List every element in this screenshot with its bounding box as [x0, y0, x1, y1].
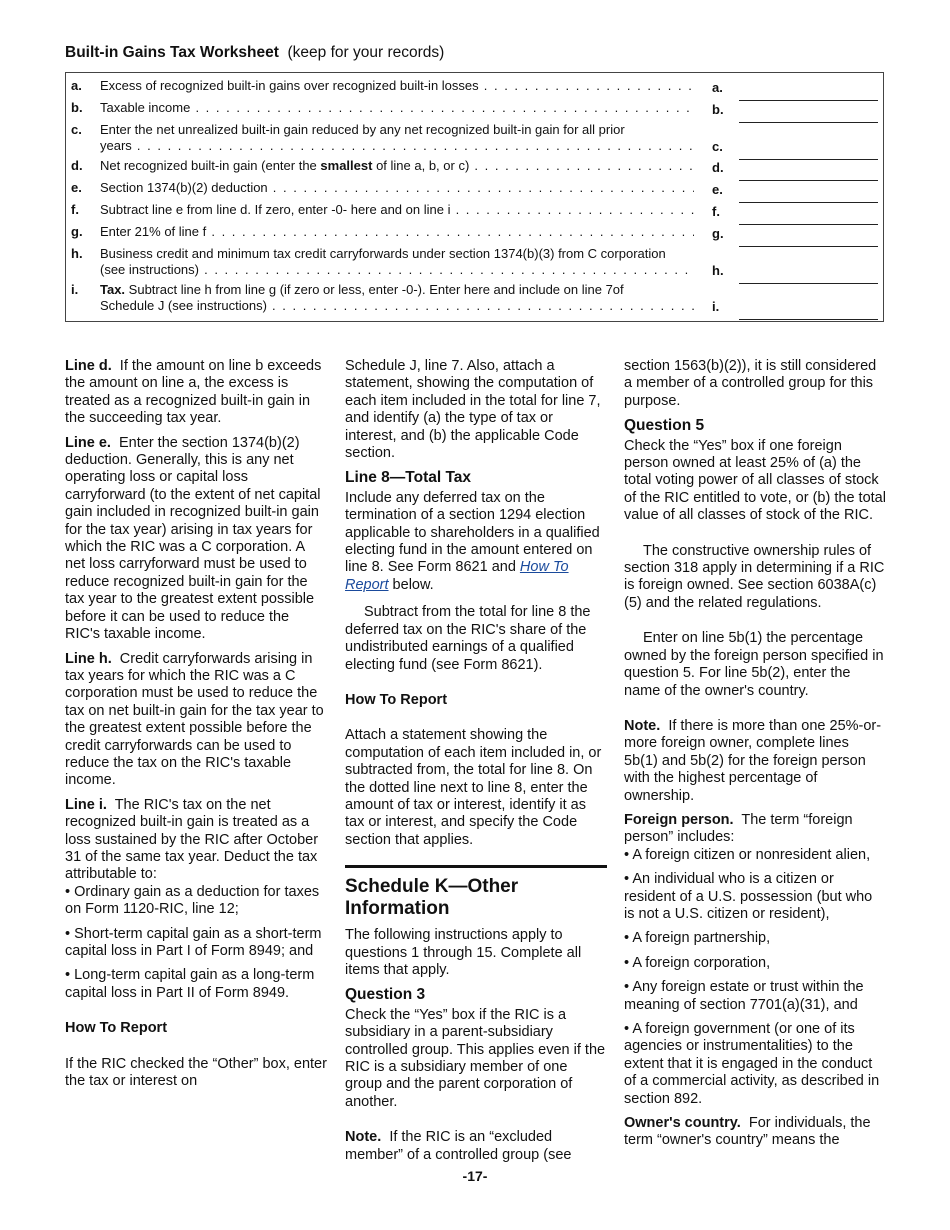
row-text: Taxable income	[100, 100, 191, 115]
row-letter: b.	[71, 100, 83, 115]
line-i-text: The RIC's tax on the net recognized built-in gain is treated as a loss sustained by the RIC after October 31 of the same tax year. Deduct the tax attributable to:	[65, 796, 319, 883]
row-text: Subtract line h from line g (if zero or less, enter -0-). Enter here and include on line 7of	[125, 282, 624, 297]
column-2	[345, 358, 607, 1171]
bullet-item: • A foreign citizen or nonresident alien,	[624, 847, 886, 864]
row-text: Enter 21% of line f	[100, 224, 207, 239]
note-heading-2: Note.	[624, 717, 661, 734]
note-paragraph	[345, 1129, 607, 1164]
line-h-text: Credit carryforwards arising in tax years for which the RIC was a C corporation must be used to reduce the tax on net built-in gain for the tax year to the greatest extent possible before the credit carryforwards can be used to reduce the tax on the RIC's taxable income.	[65, 650, 324, 789]
worksheet-title-note: (keep for your records)	[287, 44, 445, 61]
page-number: -17-	[462, 1168, 488, 1184]
schedule-k-title: Schedule K—Other Information	[345, 876, 519, 920]
owners-country-heading: Owner's country.	[624, 1115, 741, 1132]
worksheet-title-bold: Built-in Gains Tax Worksheet	[65, 44, 279, 61]
entry-line-b[interactable]	[739, 106, 878, 123]
line-d-paragraph	[65, 358, 327, 428]
bullet-item: • A foreign corporation,	[624, 955, 886, 972]
entry-line-f[interactable]	[739, 208, 878, 225]
line-8-text-post: below.	[388, 576, 434, 593]
question-3-text: Check the “Yes” box if the RIC is a subsidiary in a parent-subsidiary controlled group. This applies even if the RIC is a subsidiary member of one group and the parent corporation of another.	[345, 1006, 606, 1110]
entry-line-d[interactable]	[739, 164, 878, 181]
line-d-heading: Line d.	[65, 358, 112, 374]
bullet-item: • A foreign government (or one of its agencies or instrumentalities) to the extent that it is engaged in the conduct of a commercial activity, as described in section 892.	[624, 1021, 886, 1108]
row-ref: h.	[712, 263, 724, 278]
row-letter: h.	[71, 246, 83, 261]
row-ref: g.	[712, 226, 724, 241]
row-text: Net recognized built-in gain (enter the	[100, 158, 321, 173]
row-letter: e.	[71, 180, 82, 195]
question-5-heading: Question 5	[624, 417, 705, 435]
row-letter: c.	[71, 122, 82, 137]
bullet-item: • Long-term capital gain as a long-term capital loss in Part II of Form 8949.	[65, 967, 327, 1002]
owners-country-paragraph	[624, 1115, 886, 1150]
row-text-bold: Tax.	[100, 282, 126, 297]
worksheet-title	[65, 44, 444, 62]
bullet-item: • Ordinary gain as a deduction for taxes on Form 1120-RIC, line 12;	[65, 884, 327, 919]
subtract-text: Subtract from the total for line 8 the deferred tax on the RIC's share of the undistributed earnings of a qualified electing fund (see Form 8621).	[345, 604, 591, 673]
bullet-item: • An individual who is a citizen or resident of a U.S. possession (but who is not a U.S. citizen or resident),	[624, 871, 886, 923]
row-text: Subtract line e from line d. If zero, enter -0- here and on line i	[100, 202, 451, 217]
section-divider	[345, 865, 607, 868]
row-letter: i.	[71, 282, 79, 297]
controlled-group-continuation: section 1563(b)(2)), it is still considered a member of a controlled group for this purpose.	[624, 358, 877, 409]
entry-line-g[interactable]	[739, 230, 878, 247]
row-ref: f.	[712, 204, 720, 219]
how-to-report-link[interactable]: How To Report	[345, 559, 569, 593]
row-text: Business credit and minimum tax credit carryforwards under section 1374(b)(3) from C corporation	[100, 246, 666, 261]
bullet-item: • Short-term capital gain as a short-term capital loss in Part I of Form 8949; and	[65, 926, 327, 961]
entry-line-c[interactable]	[739, 143, 878, 160]
bullet-item: • Any foreign estate or trust within the meaning of section 7701(a)(31), and	[624, 979, 886, 1014]
row-text: Enter the net unrealized built-in gain reduced by any net recognized built-in gain for all prior	[100, 122, 625, 137]
schedule-k-text: The following instructions apply to questions 1 through 15. Complete all items that apply.	[345, 927, 582, 978]
row-letter: g.	[71, 224, 83, 239]
row-letter: f.	[71, 202, 79, 217]
row-text-cont: years	[100, 138, 132, 153]
line-8-text-pre: Include any deferred tax on the termination of a section 1294 election applicable to shareholders in a qualified electing fund in the amount entered on line 8. See Form 8621 and	[345, 489, 600, 576]
row-ref: c.	[712, 139, 723, 154]
row-ref: d.	[712, 160, 724, 175]
foreign-person-text: The term “foreign person” includes:	[624, 811, 853, 846]
row-ref: e.	[712, 182, 723, 197]
constructive-ownership-text: The constructive ownership rules of section 318 apply in determining if a RIC is foreign owned. See section 6038A(c)(5) and the related regulations.	[624, 542, 885, 611]
entry-line-e[interactable]	[739, 186, 878, 203]
row-text-cont: Schedule J (see instructions)	[100, 298, 267, 313]
row-text-bold: smallest	[320, 158, 373, 173]
owners-country-text: For individuals, the term “owner's country” means the	[624, 1115, 871, 1149]
question-3-heading: Question 3	[345, 986, 426, 1004]
how-to-report-text: If the RIC checked the “Other” box, enter the tax or interest on	[65, 1055, 327, 1090]
line7-continuation: Schedule J, line 7. Also, attach a statement, showing the computation of each item included in the total for line 7, and identify (a) the type of tax or interest, and (b) the applicable Code section.	[345, 358, 601, 462]
row-text-post: of line a, b, or c)	[372, 158, 470, 173]
note-text-2: If there is more than one 25%-or-more foreign owner, complete lines 5b(1) and 5b(2) for the foreign person with the highest percentage of ownership.	[624, 717, 882, 804]
how-to-report-text-2: Attach a statement showing the computation of each item included in, or subtracted from, the total for line 8. On the dotted line next to line 8, enter the amount of tax or interest, identify it as tax or interest, and specify the Code section that applies.	[345, 727, 602, 848]
line-h-paragraph	[65, 651, 327, 790]
line-8-heading: Line 8—Total Tax	[345, 469, 472, 487]
column-1	[65, 358, 327, 1097]
line-i-paragraph	[65, 797, 327, 884]
entry-line-h[interactable]	[739, 267, 878, 284]
row-letter: a.	[71, 78, 82, 93]
row-letter: d.	[71, 158, 83, 173]
line-h-heading: Line h.	[65, 650, 112, 667]
row-text: Excess of recognized built-in gains over recognized built-in losses	[100, 78, 479, 93]
question-5-text: Check the “Yes” box if one foreign person owned at least 25% of (a) the total voting power of all classes of stock of the RIC entitled to vote, or (b) the total value of all classes of stock of the RIC.	[624, 437, 886, 524]
note-heading: Note.	[345, 1129, 382, 1146]
foreign-person-paragraph	[624, 812, 886, 847]
how-to-report-heading: How To Report	[65, 1020, 168, 1037]
note-paragraph-2	[624, 718, 886, 805]
note-text: If the RIC is an “excluded member” of a controlled group (see	[345, 1129, 572, 1163]
line-d-text: If the amount on line b exceeds the amount on line a, the excess is treated as a recognized built-in gain in the succeeding tax year.	[65, 358, 322, 427]
entry-line-i[interactable]	[739, 303, 878, 320]
line-8-text	[345, 490, 607, 594]
row-ref: a.	[712, 80, 723, 95]
row-ref: b.	[712, 102, 724, 117]
worksheet-table	[65, 72, 884, 322]
foreign-person-heading: Foreign person.	[624, 811, 734, 828]
row-text-cont: (see instructions)	[100, 262, 199, 277]
row-ref: i.	[712, 299, 720, 314]
row-text: Section 1374(b)(2) deduction	[100, 180, 268, 195]
line-e-heading: Line e.	[65, 434, 111, 451]
column-3	[624, 358, 886, 1157]
line-e-text: Enter the section 1374(b)(2) deduction. Generally, this is any net operating loss or capital loss carryforward (to the extent of net capital gain included in recognized built-in gain for the tax year) arising in tax years for which the RIC was a C corporation. A net loss carryforward must be used to reduce recognized built-in gain for the tax year to the greatest extent possible before it can be used to reduce the RIC's taxable income.	[65, 434, 321, 643]
line-i-heading: Line i.	[65, 796, 107, 813]
how-to-report-heading-2: How To Report	[345, 691, 448, 708]
bullet-item: • A foreign partnership,	[624, 930, 886, 947]
line-5b-text: Enter on line 5b(1) the percentage owned by the foreign person specified in question 5. For line 5b(2), enter the name of the owner's country.	[624, 630, 884, 699]
entry-line-a[interactable]	[739, 84, 878, 101]
line-e-paragraph	[65, 435, 327, 644]
